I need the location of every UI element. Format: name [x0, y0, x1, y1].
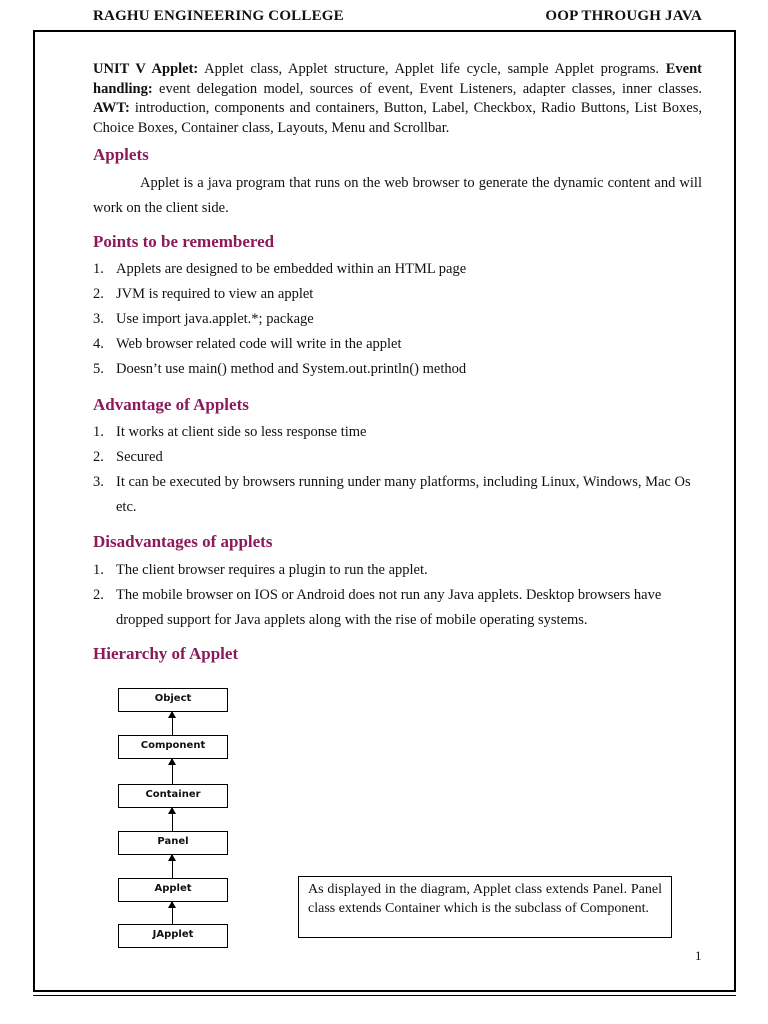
applets-paragraph: [93, 171, 702, 221]
list-item: [93, 420, 702, 445]
list-item: [93, 470, 702, 520]
list-item: [93, 282, 702, 307]
list-item: [93, 332, 702, 357]
event-text: event delegation model, sources of event, Event Listeners, adapter classes, inner classes.: [152, 80, 702, 97]
list-text: Applets are designed to be embedded within an HTML page: [116, 261, 467, 277]
points-list: [93, 257, 702, 382]
header-college: RAGHU ENGINEERING COLLEGE: [93, 8, 344, 24]
list-text: It works at client side so less response time: [116, 424, 367, 440]
node-container: Container: [118, 784, 228, 808]
heading-advantages: Advantage of Applets: [93, 395, 249, 414]
list-text: Use import java.applet.*; package: [116, 311, 314, 327]
list-text: Web browser related code will write in the applet: [116, 336, 402, 352]
heading-hierarchy: Hierarchy of Applet: [93, 644, 239, 663]
page-border-bottom-rule: [33, 995, 736, 996]
hierarchy-note: As displayed in the diagram, Applet class extends Panel. Panel class extends Container which is the subclass of Component.: [298, 876, 672, 938]
list-number: 3.: [93, 474, 104, 490]
node-japplet: JApplet: [118, 924, 228, 948]
list-text: Doesn’t use main() method and System.out.println() method: [116, 361, 467, 377]
list-text: Secured: [116, 449, 163, 465]
list-number: 2.: [93, 587, 104, 603]
heading-disadvantages: Disadvantages of applets: [93, 532, 273, 551]
list-number: 1.: [93, 261, 104, 277]
list-item: [93, 583, 702, 633]
heading-points: Points to be remembered: [93, 232, 275, 251]
node-object: Object: [118, 688, 228, 712]
arrow-up-icon: [172, 759, 173, 784]
list-text: The client browser requires a plugin to run the applet.: [116, 562, 428, 578]
awt-text: introduction, components and containers, Button, Label, Checkbox, Radio Buttons, List Boxes, Choice Boxes, Container class, Layouts, Menu and Scrollbar.: [93, 100, 702, 136]
list-item: [93, 307, 702, 332]
list-number: 2.: [93, 286, 104, 302]
node-applet: Applet: [118, 878, 228, 902]
awt-label: AWT:: [93, 100, 130, 116]
disadvantages-list: [93, 558, 702, 633]
event-label: Event handling:: [93, 61, 702, 97]
node-panel: Panel: [118, 831, 228, 855]
node-component: Component: [118, 735, 228, 759]
unit-label: UNIT V Applet:: [93, 61, 199, 77]
arrow-up-icon: [172, 855, 173, 878]
applets-paragraph-text: Applet is a java program that runs on the web browser to generate the dynamic content and will work on the client side.: [93, 175, 702, 216]
unit-text: Applet class, Applet structure, Applet life cycle, sample Applet programs.: [198, 61, 660, 77]
list-text: The mobile browser on IOS or Android does not run any Java applets. Desktop browsers have dropped support for Java applets along with the rise of mobile operating systems.: [116, 587, 662, 628]
list-item: [93, 357, 702, 382]
list-number: 1.: [93, 562, 104, 578]
list-item: [93, 558, 702, 583]
arrow-up-icon: [172, 712, 173, 735]
header-course: OOP THROUGH JAVA: [545, 8, 702, 24]
list-number: 5.: [93, 361, 104, 377]
list-item: [93, 445, 702, 470]
list-number: 4.: [93, 336, 104, 352]
list-number: 1.: [93, 424, 104, 440]
unit-syllabus: [93, 60, 702, 138]
list-number: 2.: [93, 449, 104, 465]
list-text: It can be executed by browsers running under many platforms, including Linux, Windows, Mac Os etc.: [116, 474, 691, 515]
list-item: [93, 257, 702, 282]
list-number: 3.: [93, 311, 104, 327]
heading-applets: Applets: [93, 145, 149, 164]
page-number: 1: [695, 948, 702, 963]
arrow-up-icon: [172, 808, 173, 831]
list-text: JVM is required to view an applet: [116, 286, 314, 302]
arrow-up-icon: [172, 902, 173, 924]
advantages-list: [93, 420, 702, 520]
